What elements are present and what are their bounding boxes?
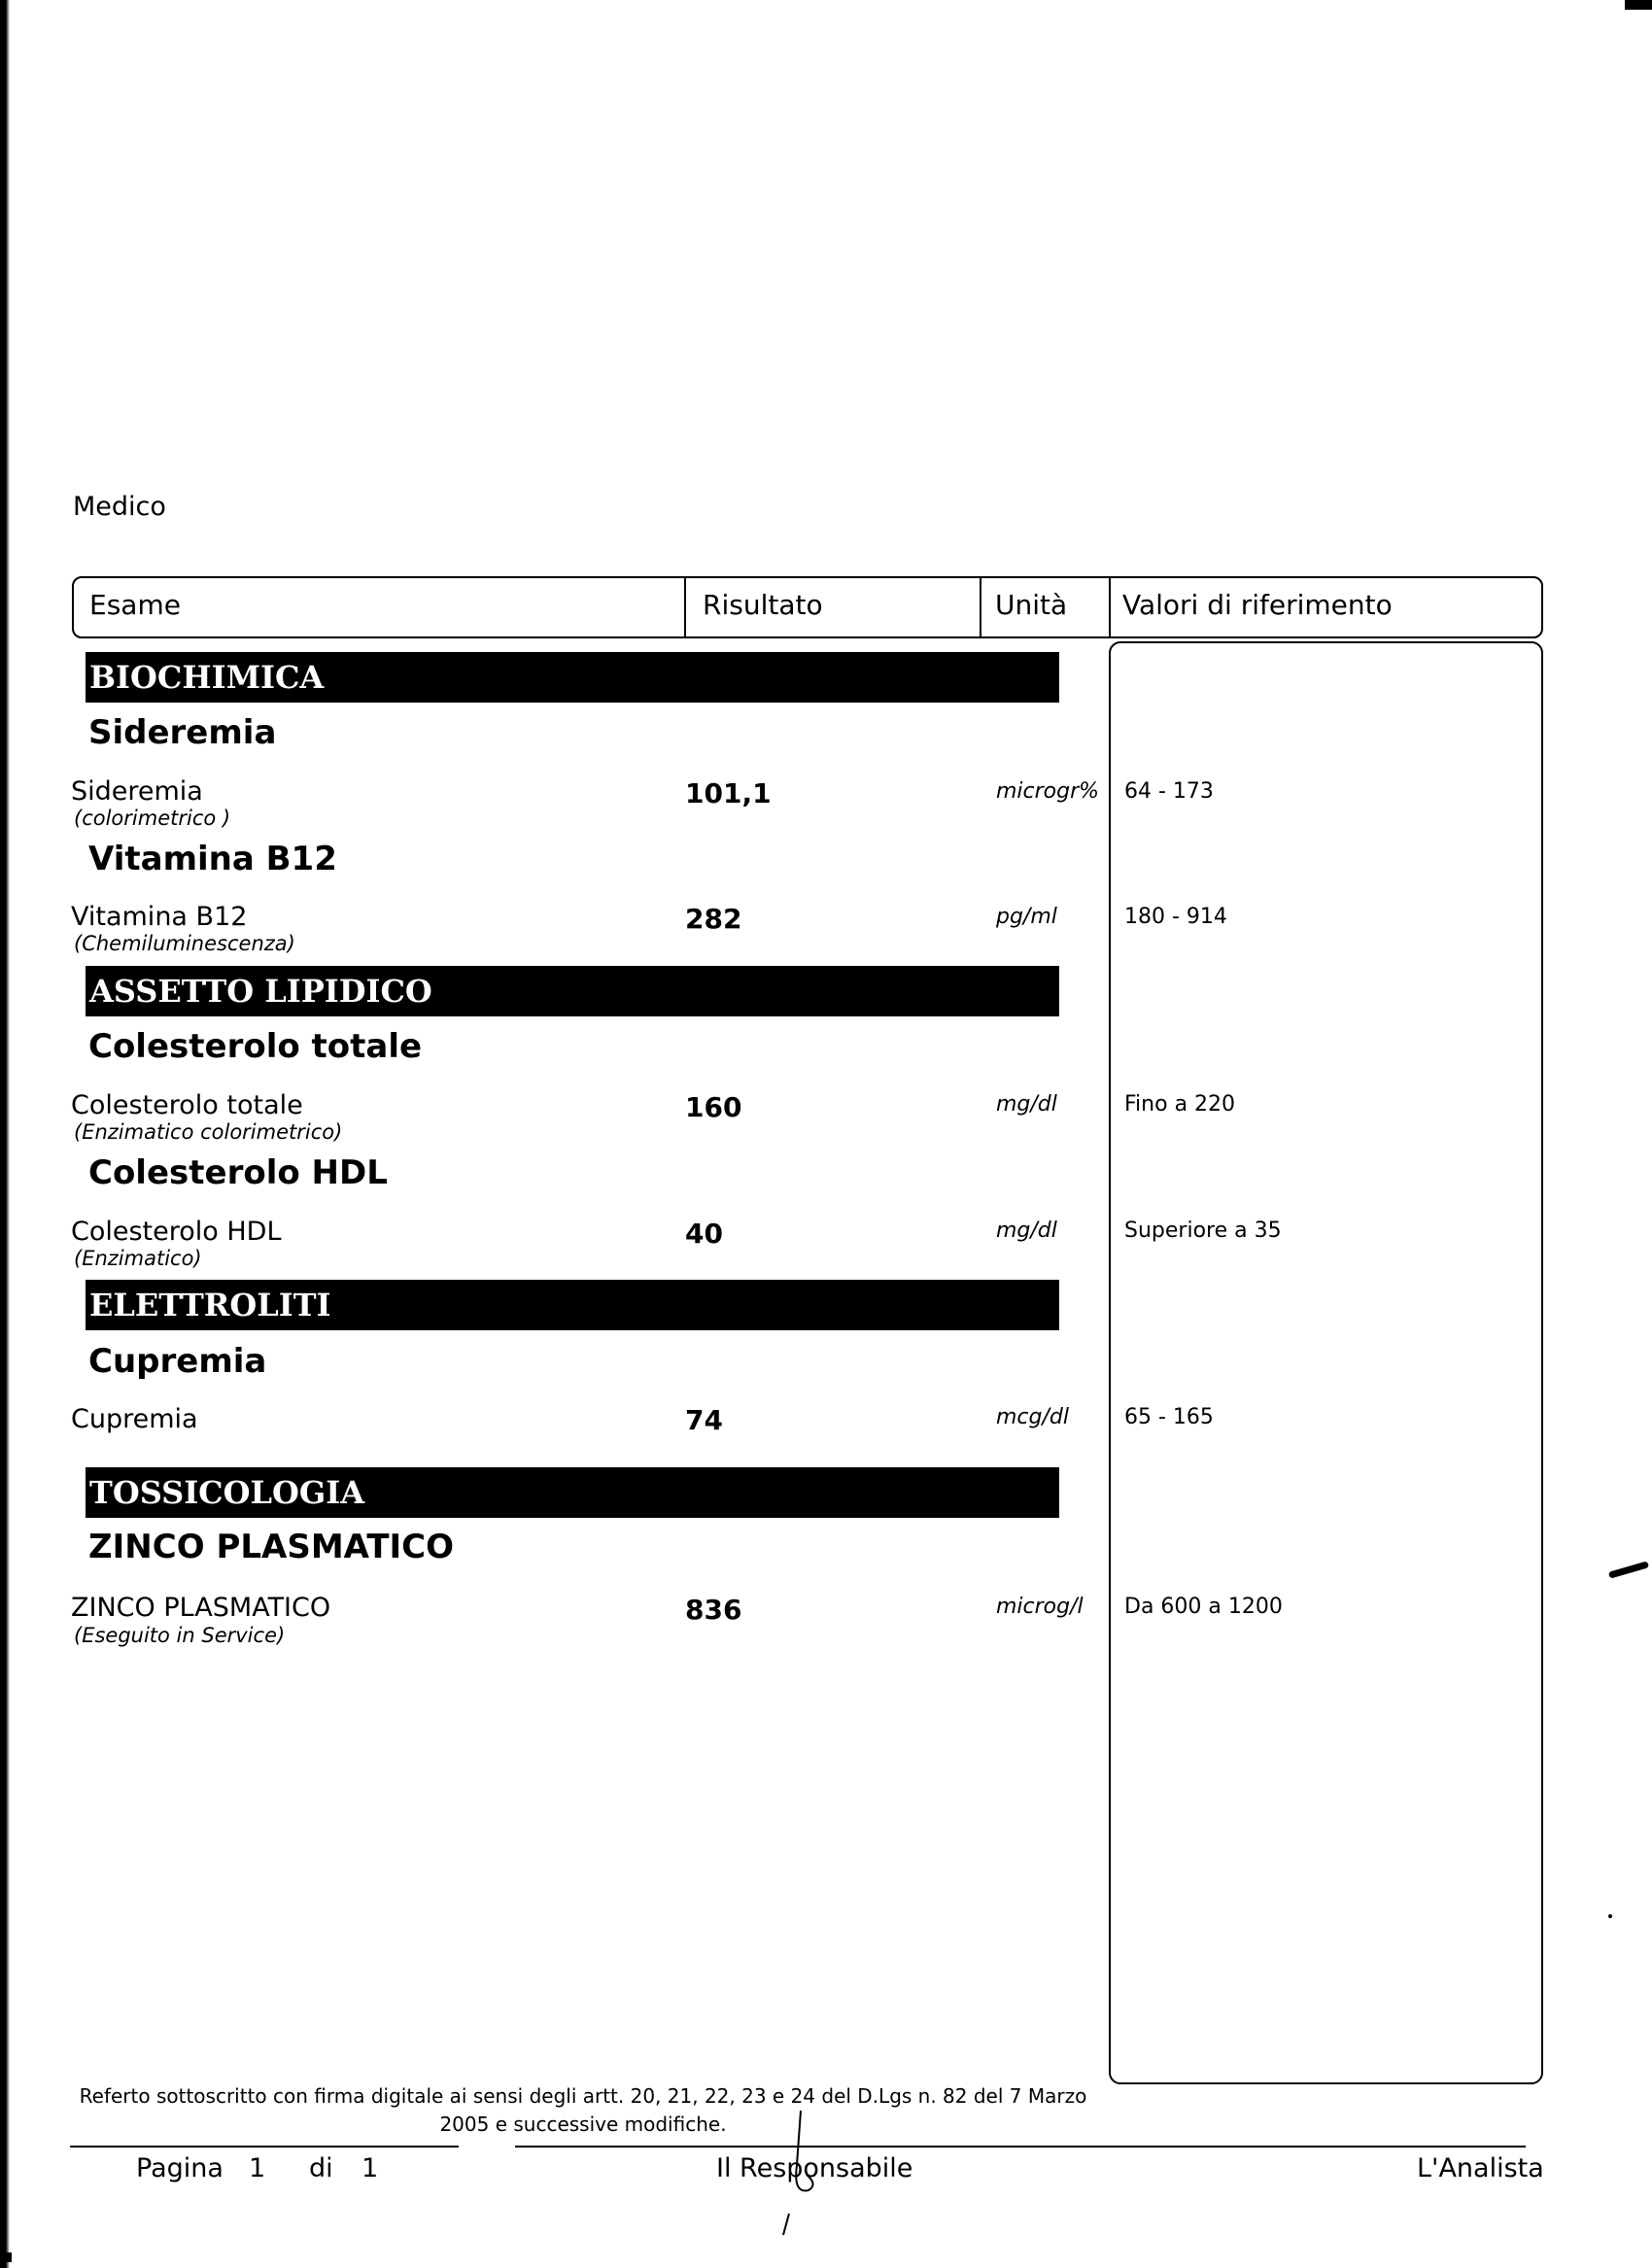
scan-scratch-mark (1608, 1561, 1649, 1578)
test-reference: Superiore a 35 (1124, 1219, 1282, 1243)
test-result: 101,1 (685, 777, 772, 809)
column-divider (980, 576, 981, 638)
test-method: (colorimetrico ) (74, 807, 231, 830)
test-unit: microgr% (996, 779, 1100, 804)
test-heading: Colesterolo totale (88, 1027, 423, 1066)
test-name: Sideremia (71, 776, 203, 807)
section-bar-biochimica: BIOCHIMICA (86, 652, 1059, 703)
test-heading: Cupremia (88, 1342, 267, 1381)
column-divider (684, 576, 686, 638)
scan-speck (1608, 1914, 1612, 1918)
test-name: Colesterolo HDL (71, 1217, 282, 1247)
column-divider (1109, 576, 1111, 638)
page-total: 1 (361, 2153, 379, 2183)
scan-corner-mark (0, 2252, 12, 2262)
responsible-signature-label: Il Responsabile (716, 2153, 913, 2183)
header-reference: Valori di riferimento (1122, 589, 1393, 621)
header-result: Risultato (703, 589, 823, 621)
header-exam: Esame (89, 589, 181, 621)
test-unit: mg/dl (996, 1219, 1057, 1243)
test-reference: 180 - 914 (1124, 905, 1227, 929)
section-bar-elettroliti: ELETTROLITI (86, 1280, 1059, 1330)
footer-rule (515, 2146, 1526, 2148)
test-method: (Enzimatico colorimetrico) (74, 1120, 343, 1144)
test-result: 74 (685, 1404, 723, 1436)
page-label: Pagina (136, 2153, 224, 2183)
test-method: (Chemiluminescenza) (74, 932, 295, 955)
test-heading: Vitamina B12 (88, 840, 337, 878)
test-result: 40 (685, 1218, 723, 1250)
test-result: 282 (685, 903, 742, 935)
reference-column-box (1109, 641, 1543, 2084)
test-reference: 64 - 173 (1124, 779, 1214, 804)
section-bar-tossicologia: TOSSICOLOGIA (86, 1467, 1059, 1518)
test-name: Cupremia (71, 1404, 198, 1434)
test-result: 160 (685, 1091, 742, 1123)
test-unit: mg/dl (996, 1092, 1057, 1117)
analyst-signature-label: L'Analista (1417, 2153, 1544, 2183)
footer-rule (70, 2146, 459, 2148)
test-reference: Da 600 a 1200 (1124, 1595, 1283, 1619)
test-name: ZINCO PLASMATICO (71, 1593, 331, 1623)
page-of-label: di (309, 2153, 333, 2183)
section-bar-assetto-lipidico: ASSETTO LIPIDICO (86, 966, 1059, 1016)
test-heading: Colesterolo HDL (88, 1153, 388, 1192)
header-unit: Unità (995, 589, 1068, 621)
handwritten-signature (768, 2107, 826, 2243)
legal-notice (78, 2082, 1088, 2139)
test-name: Vitamina B12 (71, 902, 248, 932)
test-heading: ZINCO PLASMATICO (88, 1528, 455, 1566)
page-current: 1 (249, 2153, 266, 2183)
legal-notice-line: 2005 e successive modifiche. (439, 2113, 727, 2136)
test-method: (Enzimatico) (74, 1247, 202, 1270)
doctor-label: Medico (73, 492, 166, 522)
test-unit: mcg/dl (996, 1405, 1069, 1429)
legal-notice-line: Referto sottoscritto con firma digitale ai sensi degli artt. 20, 21, 22, 23 e 24 del D.Lgs n. 82 del 7 Marzo (79, 2084, 1087, 2108)
test-method: (Eseguito in Service) (74, 1624, 286, 1647)
scan-edge-shadow (0, 0, 10, 2268)
test-reference: 65 - 165 (1124, 1405, 1214, 1429)
test-heading: Sideremia (88, 713, 277, 752)
test-result: 836 (685, 1594, 742, 1626)
test-reference: Fino a 220 (1124, 1092, 1236, 1117)
test-unit: microg/l (996, 1595, 1084, 1619)
test-name: Colesterolo totale (71, 1090, 303, 1120)
scan-corner-mark (1625, 0, 1652, 10)
test-unit: pg/ml (996, 905, 1057, 929)
